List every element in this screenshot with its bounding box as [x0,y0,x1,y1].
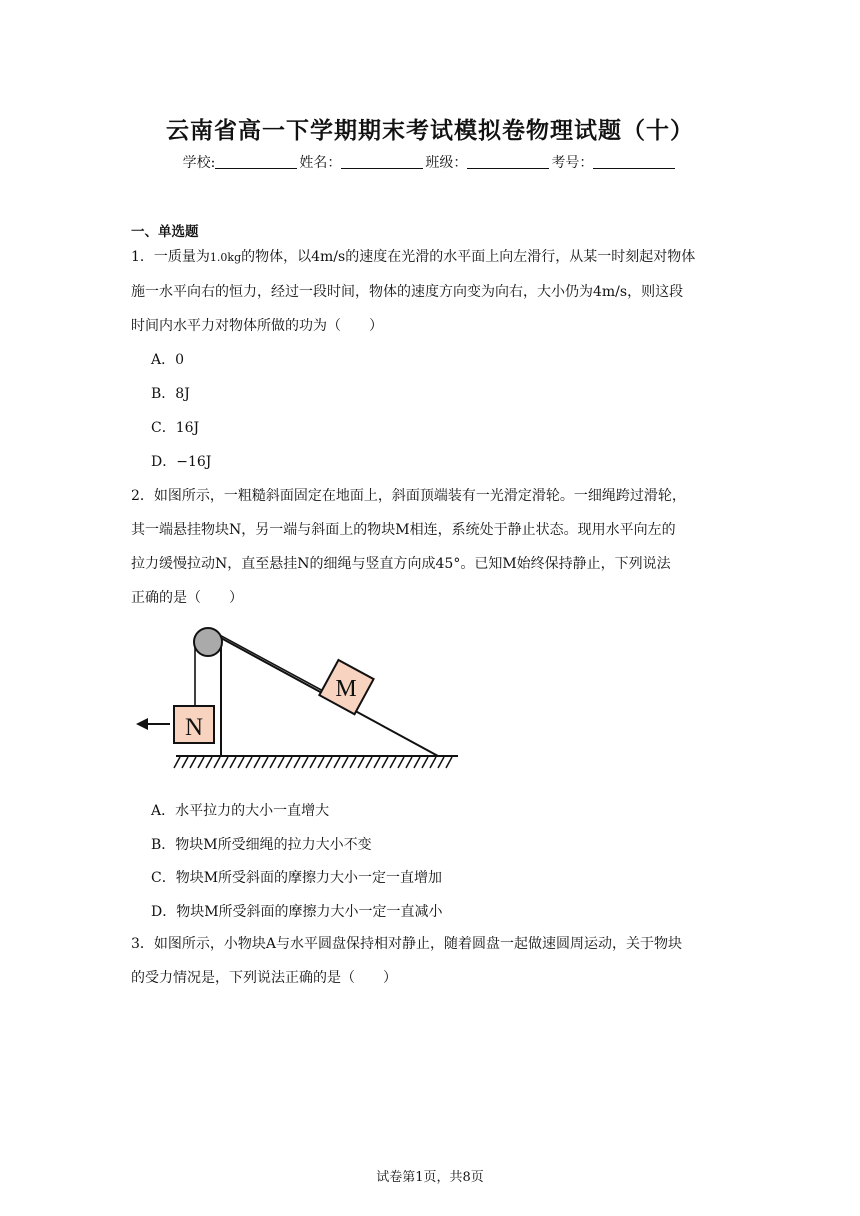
page-footer: 试卷第1页，共8页 [376,1170,484,1185]
block-m [319,660,373,714]
class-label: 班级： [425,155,468,171]
question-2-line-1: 2．如图所示，一粗糙斜面固定在地面上，斜面顶端装有一光滑定滑轮。一细绳跨过滑轮， [131,488,686,504]
number-label: 考号： [551,155,594,171]
q2-option-a[interactable]: A．水平拉力的大小一直增大 [151,803,330,819]
question-3-line-2: 的受力情况是，下列说法正确的是（ ） [131,970,397,986]
question-1-line-2: 施一水平向右的恒力，经过一段时间，物体的速度方向变为向右，大小仍为4m/s，则这段 [131,284,684,300]
question-3-stem [131,927,731,995]
name-label: 姓名： [299,155,342,171]
mass-value: 1.0kg [209,251,242,264]
pull-arrow-icon [136,718,148,730]
question-1-stem [131,240,731,343]
q1-option-a[interactable]: A．0 [151,352,185,368]
block-m-label: M [335,676,357,702]
q1-option-d[interactable]: D．−16J [151,454,212,470]
q1-option-c[interactable]: C．16J [151,420,200,436]
name-blank[interactable] [341,154,423,169]
school-label: 学校: [182,155,216,171]
question-1-line-3: 时间内水平力对物体所做的功为（ ） [131,318,383,334]
q2-option-c[interactable]: C．物块M所受斜面的摩擦力大小一定一直增加 [151,870,443,886]
ground-hatching [174,757,452,768]
question-3-line-1: 3．如图所示，小物块A与水平圆盘保持相对静止，随着圆盘一起做速圆周运动，关于物块 [131,936,683,952]
pulley-icon [194,628,222,656]
student-info-line [0,152,860,172]
school-blank[interactable] [215,154,297,169]
section-heading: 一、单选题 [131,224,199,240]
incline-pulley-figure [128,618,468,778]
number-blank[interactable] [593,154,675,169]
question-2-line-2: 其一端悬挂物块N，另一端与斜面上的物块M相连，系统处于静止状态。现用水平向左的 [131,522,676,538]
q1-option-b[interactable]: B．8J [151,386,190,402]
rope-to-m [214,632,338,699]
exam-title: 云南省高一下学期期末考试模拟卷物理试题（十） [166,118,694,144]
question-2-stem [131,479,731,615]
question-2-line-4: 正确的是（ ） [131,590,243,606]
block-n-label: N [184,714,204,741]
question-2-line-3: 拉力缓慢拉动N，直至悬挂N的细绳与竖直方向成45°。已知M始终保持静止，下列说法 [131,556,671,572]
class-blank[interactable] [467,154,549,169]
q2-option-d[interactable]: D．物块M所受斜面的摩擦力大小一定一直减小 [151,904,443,920]
q2-option-b[interactable]: B．物块M所受细绳的拉力大小不变 [151,837,372,853]
question-1-line-1: 1．一质量为1.0kg的物体，以4m/s的速度在光滑的水平面上向左滑行，从某一时刻起对物体 [131,249,696,265]
